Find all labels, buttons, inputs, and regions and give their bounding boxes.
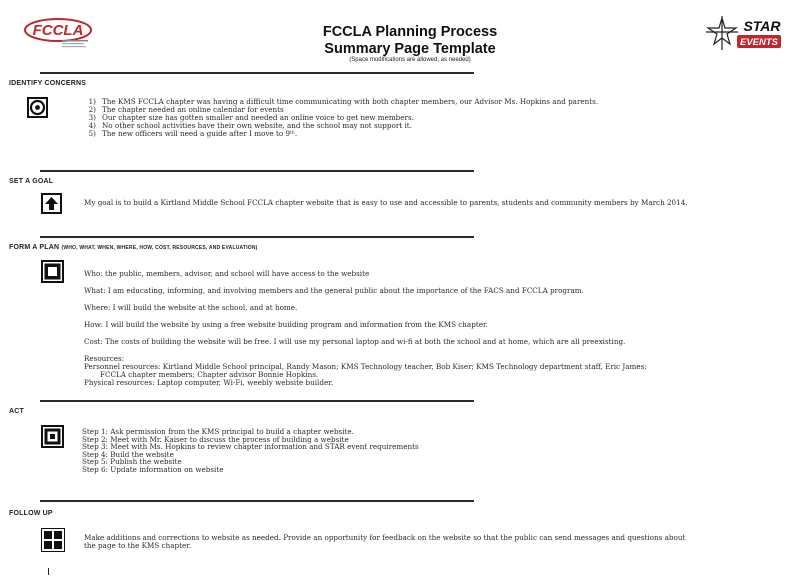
- fccla-logo-text: FCCLA: [32, 22, 84, 39]
- list-num: 5): [88, 129, 96, 138]
- fccla-logo: [22, 14, 94, 50]
- section-divider: [40, 500, 474, 502]
- followup-line-2: the page to the KMS chapter.: [84, 541, 192, 550]
- act-step: Step 6: Update information on website: [82, 464, 224, 474]
- set-goal-label: SET A GOAL: [9, 178, 54, 185]
- list-num: 3): [88, 113, 96, 122]
- form-plan-label: [9, 244, 258, 251]
- plan-where: Where: I will build the website at the school, and at home.: [84, 303, 298, 312]
- follow-up-label: FOLLOW UP: [9, 510, 53, 517]
- act-step: Step 2: Meet with Mr. Kaiser to discuss the process of building a website: [82, 434, 349, 444]
- plan-what: What: I am educating, informing, and involving members and the general public about the importance of the FACS and FCCLA program.: [84, 286, 584, 295]
- act-step: Step 3: Meet with Ms. Hopkins to review chapter information and STAR event requirements: [82, 442, 419, 451]
- events-logo-text: EVENTS: [739, 37, 779, 48]
- list-num: 2): [88, 105, 96, 114]
- list-text: No other school activities have their own website, and the school may not support it.: [102, 121, 412, 130]
- section-divider: [40, 400, 474, 402]
- plan-cost: Cost: The costs of building the website will be free. I will use my personal laptop and wi-fi at both the school and at home, which are all preexisting.: [84, 337, 626, 346]
- concerns-list: [80, 98, 598, 138]
- list-num: 4): [88, 121, 96, 130]
- plan-resources-physical: Physical resources: Laptop computer, Wi-Fi, weebly website builder.: [84, 378, 334, 387]
- title-line-2: Summary Page Template: [324, 41, 496, 57]
- act-step: Step 5: Publish the website: [82, 457, 182, 466]
- list-num: 1): [88, 97, 96, 106]
- target-icon: [27, 97, 48, 118]
- form-plan-label-main: FORM A PLAN: [9, 244, 60, 251]
- title-line-1: FCCLA Planning Process: [322, 24, 498, 40]
- followup-line-1: Make additions and corrections to website as needed. Provide an opportunity for feedback on the website so that the public can send messages and questions about: [84, 533, 686, 542]
- section-divider: [40, 170, 474, 172]
- section-divider: [40, 72, 474, 74]
- form-plan-label-detail: (WHO, WHAT, WHEN, WHERE, HOW, COST, RESOURCES, AND EVALUATION): [61, 245, 258, 251]
- plan-how: How: I will build the website by using a free website building program and information from the KMS chapter.: [84, 320, 488, 329]
- list-text: The chapter needed an online calendar for events: [102, 105, 284, 114]
- arrow-up-icon: [41, 193, 62, 214]
- page-title: [290, 24, 530, 58]
- grid-icon: [41, 528, 65, 552]
- act-step: Step 4: Build the website: [82, 449, 174, 459]
- plan-resources-heading: Resources:: [84, 354, 125, 363]
- list-text: The new officers will need a guide after I move to 9ᵗʰ.: [102, 129, 298, 138]
- list-item: [80, 130, 598, 138]
- plan-resources-personnel-cont: FCCLA chapter members; Chapter advisor Bonnie Hopkins.: [100, 370, 319, 379]
- square-icon: [41, 260, 64, 283]
- star-events-logo: [706, 14, 786, 54]
- page-subtitle: (Space modifications are allowed, as needed): [349, 57, 471, 63]
- act-label: ACT: [9, 408, 24, 415]
- plan-who: Who: the public, members, advisor, and school will have access to the website: [84, 269, 370, 278]
- act-step: Step 1: Ask permission from the KMS principal to build a chapter website.: [82, 427, 354, 436]
- star-logo-text: STAR: [743, 18, 781, 34]
- list-text: The KMS FCCLA chapter was having a difficult time communicating with both chapter members, our Advisor Ms. Hopkins and parents.: [102, 97, 599, 106]
- star-icon: [706, 16, 738, 50]
- goal-text: My goal is to build a Kirtland Middle School FCCLA chapter website that is easy to use and accessible to parents, students and community members by March 2014.: [84, 198, 688, 207]
- list-text: Our chapter size has gotten smaller and needed an online voice to get new members.: [102, 113, 414, 122]
- text-cursor: [48, 568, 49, 575]
- section-divider: [40, 236, 474, 238]
- plan-resources-personnel: Personnel resources: Kirtland Middle School principal, Randy Mason; KMS Technology teacher, Bob Kiser; KMS Technology department staff, Eric James;: [84, 362, 647, 371]
- identify-concerns-label: IDENTIFY CONCERNS: [9, 80, 87, 87]
- act-steps: [82, 428, 419, 473]
- nested-square-icon: [41, 425, 64, 448]
